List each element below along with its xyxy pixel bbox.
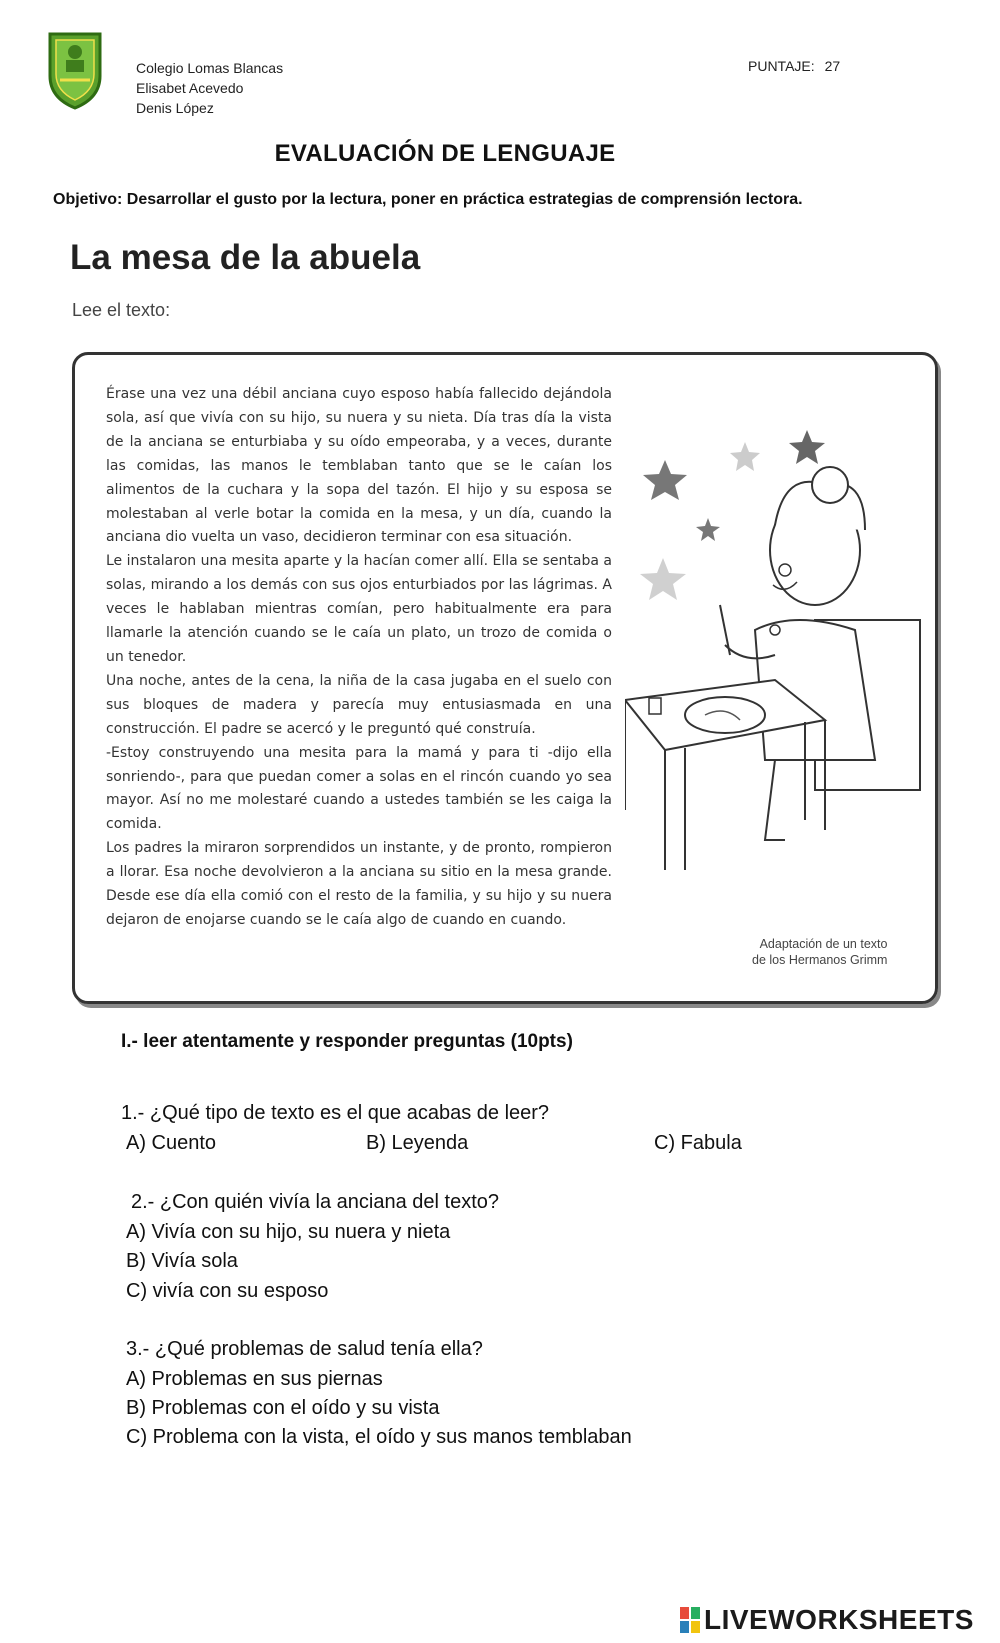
story-paragraph: Le instalaron una mesita aparte y la hacían comer allí. Ella se sentaba a solas, mirando a los demás con sus ojos enturbiados por las lágrimas. A veces le hablaban mientras comían, pero habitualmente era para llamarle la atención cuando se le caía un plato, un trozo de comida o un tenedor.: [106, 553, 612, 665]
brand-text: LIVEWORKSHEETS: [704, 1604, 974, 1635]
question-1-option-a[interactable]: A) Cuento: [126, 1132, 217, 1154]
question-3: 3.- ¿Qué problemas de salud tenía ella?: [126, 1338, 483, 1360]
credit-line: Adaptación de un texto: [759, 937, 888, 951]
question-2-option-a[interactable]: A) Vivía con su hijo, su nuera y nieta: [126, 1221, 451, 1243]
score-label: PUNTAJE:: [748, 58, 815, 74]
question-1: 1.- ¿Qué tipo de texto es el que acabas de leer?: [121, 1102, 550, 1124]
school-info: [136, 58, 283, 118]
question-3-option-a[interactable]: A) Problemas en sus piernas: [126, 1368, 383, 1390]
reading-instruction: Lee el texto:: [72, 300, 171, 320]
grandmother-illustration: [625, 430, 925, 900]
story-title: La mesa de la abuela: [70, 238, 421, 277]
story-paragraph: Los padres la miraron sorprendidos un instante, y de pronto, rompieron a llorar. Esa noche devolvieron a la anciana su sitio en la mesa grande. Desde ese día ella comió con el resto de la familia, y su hijo y su nuera dejaron de enojarse cuando se le caía algo de cuando en cuando.: [106, 840, 612, 928]
score: [748, 58, 850, 74]
section-title: I.- leer atentamente y responder preguntas (10pts): [121, 1031, 573, 1052]
school-logo: [46, 28, 104, 110]
question-2-option-b[interactable]: B) Vivía sola: [126, 1250, 238, 1272]
objective: Objetivo: Desarrollar el gusto por la lectura, poner en práctica estrategias de comprensión lectora.: [53, 191, 803, 208]
star-icon: [730, 442, 760, 471]
question-3-option-b[interactable]: B) Problemas con el oído y su vista: [126, 1397, 440, 1419]
star-icon: [640, 558, 686, 600]
story-credit: [752, 936, 887, 968]
question-2: 2.- ¿Con quién vivía la anciana del texto?: [131, 1191, 499, 1213]
page-title: EVALUACIÓN DE LENGUAJE: [274, 140, 616, 167]
school-name: Colegio Lomas Blancas: [136, 60, 284, 76]
score-value: 27: [824, 58, 841, 74]
footer-brand: [680, 1604, 974, 1636]
teacher-name: Denis López: [136, 100, 214, 116]
question-2-option-c[interactable]: C) vivía con su esposo: [126, 1280, 329, 1302]
star-icon: [643, 460, 687, 500]
question-3-option-c[interactable]: C) Problema con la vista, el oído y sus manos temblaban: [126, 1426, 632, 1448]
story-paragraph: -Estoy construyendo una mesita para la mamá y para ti -dijo ella sonriendo-, para que puedan comer a solas en el rincón cuando yo sea mayor. Así no me molestaré cuando a ustedes también se les caiga la comida.: [106, 744, 612, 833]
credit-line: de los Hermanos Grimm: [752, 953, 888, 967]
story-text: [106, 383, 612, 933]
story-paragraph: Érase una vez una débil anciana cuyo esposo había fallecido dejándola sola, así que vivía con su hijo, su nuera y su nieta. Día tras día la vista de la anciana se enturbiaba y su oído empeoraba, y a veces, durante las comidas, las manos le temblaban tanto que se le caían los alimentos de la cuchara y la sopa del tazón. El hijo y su esposa se molestaban al verle botar la comida en la mesa, y un día, cuando la anciana dio vuelta un vaso, decidieron terminar con esa situación.: [106, 386, 612, 546]
question-1-option-c[interactable]: C) Fabula: [654, 1132, 742, 1154]
teacher-name: Elisabet Acevedo: [136, 80, 244, 96]
star-icon: [789, 430, 825, 464]
question-1-option-b[interactable]: B) Leyenda: [366, 1132, 469, 1154]
story-paragraph: Una noche, antes de la cena, la niña de la casa jugaba en el suelo con sus bloques de madera y parecía muy entusiasmada en una construcción. El padre se acercó y le preguntó qué construía.: [106, 672, 612, 737]
liveworksheets-logo-icon: [680, 1607, 700, 1633]
star-icon: [696, 518, 720, 541]
